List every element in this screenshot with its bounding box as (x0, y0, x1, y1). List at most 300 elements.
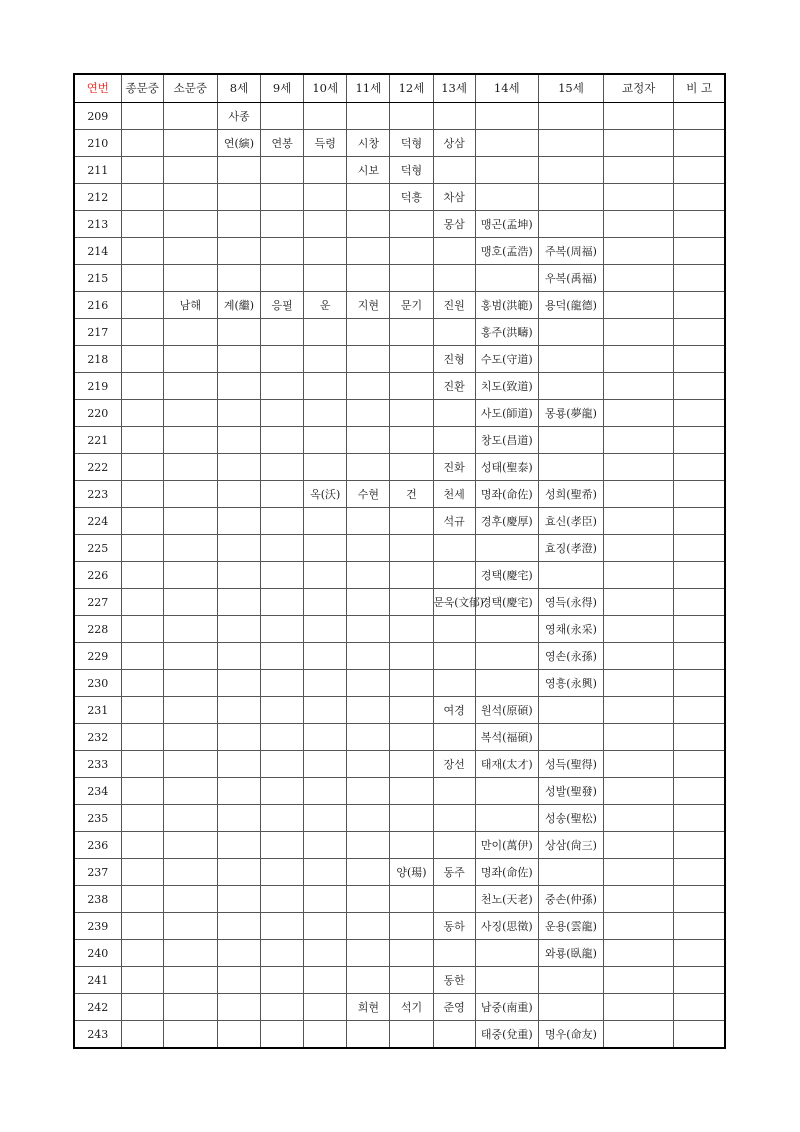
cell-gen-12: 건 (390, 481, 433, 508)
table-body (74, 103, 725, 1049)
table-row (74, 859, 725, 886)
cell-main-clan (121, 454, 163, 481)
cell-proofreader (604, 724, 674, 751)
cell-gen-11 (347, 967, 390, 994)
cell-gen-14 (475, 616, 538, 643)
cell-sub-clan (163, 103, 217, 130)
cell-main-clan (121, 346, 163, 373)
cell-gen-14: 명좌(命佐) (475, 481, 538, 508)
cell-gen-14: 창도(昌道) (475, 427, 538, 454)
cell-gen-15: 효징(孝澄) (538, 535, 603, 562)
cell-main-clan (121, 481, 163, 508)
cell-gen-8 (217, 535, 260, 562)
cell-gen-12 (390, 319, 433, 346)
cell-sub-clan (163, 967, 217, 994)
cell-gen-14: 맹곤(孟坤) (475, 211, 538, 238)
cell-gen-10 (304, 724, 347, 751)
header-sub-clan: 소문중 (163, 74, 217, 103)
cell-gen-14: 수도(守道) (475, 346, 538, 373)
cell-gen-15 (538, 211, 603, 238)
cell-main-clan (121, 130, 163, 157)
cell-serial-number: 224 (74, 508, 121, 535)
table-row (74, 508, 725, 535)
cell-gen-12 (390, 697, 433, 724)
cell-gen-12 (390, 643, 433, 670)
cell-remarks (674, 292, 725, 319)
cell-gen-10 (304, 697, 347, 724)
cell-sub-clan (163, 670, 217, 697)
cell-gen-11 (347, 427, 390, 454)
cell-gen-11: 시보 (347, 157, 390, 184)
cell-gen-8 (217, 805, 260, 832)
cell-gen-13 (433, 562, 475, 589)
cell-gen-12 (390, 832, 433, 859)
cell-sub-clan (163, 886, 217, 913)
cell-gen-9 (261, 427, 304, 454)
cell-sub-clan (163, 508, 217, 535)
cell-remarks (674, 697, 725, 724)
cell-gen-10 (304, 265, 347, 292)
cell-remarks (674, 994, 725, 1021)
cell-gen-9 (261, 157, 304, 184)
cell-gen-13 (433, 616, 475, 643)
cell-main-clan (121, 724, 163, 751)
cell-gen-12 (390, 589, 433, 616)
cell-gen-13 (433, 157, 475, 184)
cell-gen-13: 문욱(文郁) (433, 589, 475, 616)
cell-remarks (674, 643, 725, 670)
header-main-clan: 종문중 (121, 74, 163, 103)
cell-main-clan (121, 400, 163, 427)
cell-gen-14: 원석(原碩) (475, 697, 538, 724)
cell-proofreader (604, 832, 674, 859)
cell-gen-12: 덕형 (390, 130, 433, 157)
cell-serial-number: 241 (74, 967, 121, 994)
cell-gen-12: 덕흥 (390, 184, 433, 211)
cell-gen-8 (217, 859, 260, 886)
cell-gen-11 (347, 697, 390, 724)
cell-gen-13 (433, 427, 475, 454)
cell-serial-number: 240 (74, 940, 121, 967)
cell-gen-12: 양(瑒) (390, 859, 433, 886)
cell-gen-14 (475, 805, 538, 832)
cell-gen-14: 치도(致道) (475, 373, 538, 400)
cell-sub-clan (163, 859, 217, 886)
table-row (74, 184, 725, 211)
cell-gen-10 (304, 103, 347, 130)
cell-gen-11 (347, 805, 390, 832)
cell-gen-10 (304, 346, 347, 373)
cell-gen-14: 명좌(命佐) (475, 859, 538, 886)
cell-gen-10 (304, 832, 347, 859)
cell-gen-11 (347, 103, 390, 130)
cell-gen-12 (390, 967, 433, 994)
cell-gen-12: 덕형 (390, 157, 433, 184)
cell-gen-11 (347, 616, 390, 643)
cell-gen-9 (261, 616, 304, 643)
cell-proofreader (604, 535, 674, 562)
table-row (74, 832, 725, 859)
cell-gen-14 (475, 670, 538, 697)
cell-gen-14 (475, 184, 538, 211)
header-gen-8: 8세 (217, 74, 260, 103)
cell-gen-9 (261, 103, 304, 130)
cell-gen-15: 성송(聖松) (538, 805, 603, 832)
cell-gen-15: 성득(聖得) (538, 751, 603, 778)
cell-serial-number: 235 (74, 805, 121, 832)
cell-gen-8 (217, 400, 260, 427)
cell-gen-13 (433, 643, 475, 670)
cell-gen-15 (538, 967, 603, 994)
cell-serial-number: 238 (74, 886, 121, 913)
cell-proofreader (604, 670, 674, 697)
cell-proofreader (604, 157, 674, 184)
cell-gen-11 (347, 238, 390, 265)
cell-main-clan (121, 643, 163, 670)
cell-gen-11 (347, 778, 390, 805)
cell-serial-number: 228 (74, 616, 121, 643)
header-serial-number: 연번 (74, 74, 121, 103)
cell-sub-clan (163, 373, 217, 400)
cell-gen-15 (538, 373, 603, 400)
cell-serial-number: 215 (74, 265, 121, 292)
cell-gen-12 (390, 913, 433, 940)
cell-gen-11 (347, 508, 390, 535)
cell-sub-clan (163, 211, 217, 238)
cell-gen-9 (261, 967, 304, 994)
cell-gen-12 (390, 211, 433, 238)
cell-gen-10 (304, 913, 347, 940)
cell-remarks (674, 130, 725, 157)
cell-main-clan (121, 778, 163, 805)
cell-gen-9 (261, 778, 304, 805)
cell-gen-13 (433, 724, 475, 751)
cell-gen-12 (390, 724, 433, 751)
cell-gen-13 (433, 265, 475, 292)
cell-gen-13 (433, 103, 475, 130)
cell-gen-14 (475, 265, 538, 292)
cell-gen-14 (475, 535, 538, 562)
cell-gen-9 (261, 1021, 304, 1049)
cell-gen-15: 몽룡(夢龍) (538, 400, 603, 427)
cell-gen-8: 연(縯) (217, 130, 260, 157)
cell-gen-10 (304, 373, 347, 400)
cell-gen-12 (390, 373, 433, 400)
cell-serial-number: 213 (74, 211, 121, 238)
cell-gen-8 (217, 643, 260, 670)
table-row (74, 454, 725, 481)
cell-gen-9 (261, 859, 304, 886)
cell-gen-12 (390, 346, 433, 373)
header-row (74, 74, 725, 103)
cell-gen-13: 상삼 (433, 130, 475, 157)
cell-gen-10 (304, 319, 347, 346)
cell-gen-12 (390, 508, 433, 535)
cell-gen-15: 운용(雲龍) (538, 913, 603, 940)
cell-gen-13: 동한 (433, 967, 475, 994)
cell-proofreader (604, 967, 674, 994)
cell-main-clan (121, 967, 163, 994)
cell-gen-13: 동주 (433, 859, 475, 886)
cell-gen-12 (390, 778, 433, 805)
cell-gen-13 (433, 940, 475, 967)
cell-main-clan (121, 913, 163, 940)
cell-gen-13: 준영 (433, 994, 475, 1021)
cell-gen-8 (217, 346, 260, 373)
cell-gen-8 (217, 751, 260, 778)
cell-gen-11 (347, 940, 390, 967)
cell-gen-14: 복석(福碩) (475, 724, 538, 751)
cell-sub-clan (163, 751, 217, 778)
cell-sub-clan (163, 130, 217, 157)
cell-main-clan (121, 670, 163, 697)
cell-gen-9 (261, 994, 304, 1021)
cell-proofreader (604, 751, 674, 778)
cell-gen-13: 석규 (433, 508, 475, 535)
cell-gen-11 (347, 724, 390, 751)
cell-gen-8 (217, 832, 260, 859)
cell-gen-13: 몽삼 (433, 211, 475, 238)
table-row (74, 238, 725, 265)
cell-gen-15 (538, 346, 603, 373)
cell-proofreader (604, 184, 674, 211)
cell-gen-9 (261, 589, 304, 616)
cell-proofreader (604, 319, 674, 346)
cell-gen-9 (261, 508, 304, 535)
cell-gen-10 (304, 562, 347, 589)
cell-proofreader (604, 886, 674, 913)
cell-main-clan (121, 265, 163, 292)
table-row (74, 751, 725, 778)
cell-main-clan (121, 103, 163, 130)
cell-gen-9 (261, 643, 304, 670)
cell-gen-14: 만이(萬伊) (475, 832, 538, 859)
cell-sub-clan (163, 238, 217, 265)
cell-sub-clan (163, 643, 217, 670)
cell-gen-9: 응필 (261, 292, 304, 319)
cell-gen-9 (261, 832, 304, 859)
cell-gen-10 (304, 778, 347, 805)
cell-gen-9 (261, 454, 304, 481)
cell-sub-clan: 남해 (163, 292, 217, 319)
cell-gen-9 (261, 697, 304, 724)
cell-sub-clan (163, 1021, 217, 1049)
cell-gen-11 (347, 913, 390, 940)
cell-gen-12 (390, 940, 433, 967)
cell-serial-number: 210 (74, 130, 121, 157)
cell-serial-number: 226 (74, 562, 121, 589)
cell-gen-15 (538, 724, 603, 751)
cell-gen-14: 태중(兌重) (475, 1021, 538, 1049)
cell-gen-12 (390, 886, 433, 913)
cell-sub-clan (163, 940, 217, 967)
cell-gen-14: 맹호(孟浩) (475, 238, 538, 265)
cell-gen-9 (261, 238, 304, 265)
cell-proofreader (604, 859, 674, 886)
cell-sub-clan (163, 589, 217, 616)
cell-remarks (674, 913, 725, 940)
cell-main-clan (121, 508, 163, 535)
cell-gen-15: 성발(聖發) (538, 778, 603, 805)
table-row (74, 211, 725, 238)
cell-gen-11 (347, 832, 390, 859)
cell-gen-10 (304, 211, 347, 238)
cell-gen-10 (304, 994, 347, 1021)
table-row (74, 643, 725, 670)
cell-serial-number: 223 (74, 481, 121, 508)
table-row (74, 265, 725, 292)
cell-gen-13 (433, 319, 475, 346)
cell-gen-13: 진화 (433, 454, 475, 481)
cell-gen-11 (347, 346, 390, 373)
cell-gen-11 (347, 454, 390, 481)
cell-sub-clan (163, 400, 217, 427)
cell-gen-8 (217, 994, 260, 1021)
cell-gen-14 (475, 130, 538, 157)
cell-serial-number: 231 (74, 697, 121, 724)
cell-gen-10 (304, 535, 347, 562)
cell-gen-12 (390, 670, 433, 697)
cell-serial-number: 234 (74, 778, 121, 805)
cell-gen-10 (304, 751, 347, 778)
cell-gen-13: 진형 (433, 346, 475, 373)
cell-gen-9 (261, 184, 304, 211)
cell-gen-9 (261, 265, 304, 292)
cell-gen-15: 영흥(永興) (538, 670, 603, 697)
cell-gen-14: 홍범(洪範) (475, 292, 538, 319)
cell-sub-clan (163, 724, 217, 751)
cell-gen-11 (347, 643, 390, 670)
cell-gen-10 (304, 454, 347, 481)
cell-remarks (674, 967, 725, 994)
cell-proofreader (604, 481, 674, 508)
cell-gen-12 (390, 616, 433, 643)
cell-sub-clan (163, 805, 217, 832)
cell-remarks (674, 427, 725, 454)
cell-gen-14 (475, 643, 538, 670)
cell-remarks (674, 211, 725, 238)
cell-gen-11 (347, 670, 390, 697)
table-row (74, 400, 725, 427)
cell-gen-12 (390, 238, 433, 265)
header-gen-14: 14세 (475, 74, 538, 103)
table-row (74, 670, 725, 697)
cell-main-clan (121, 184, 163, 211)
cell-sub-clan (163, 184, 217, 211)
cell-gen-14: 경택(慶宅) (475, 589, 538, 616)
cell-gen-14 (475, 967, 538, 994)
cell-gen-11 (347, 319, 390, 346)
cell-gen-10: 득령 (304, 130, 347, 157)
cell-gen-8 (217, 562, 260, 589)
table-row (74, 589, 725, 616)
cell-gen-8 (217, 940, 260, 967)
header-gen-13: 13세 (433, 74, 475, 103)
cell-gen-12: 문기 (390, 292, 433, 319)
cell-main-clan (121, 373, 163, 400)
table-row (74, 1021, 725, 1049)
cell-gen-15 (538, 697, 603, 724)
table-row (74, 346, 725, 373)
cell-sub-clan (163, 697, 217, 724)
cell-proofreader (604, 373, 674, 400)
cell-gen-12 (390, 535, 433, 562)
cell-proofreader (604, 940, 674, 967)
cell-gen-14: 성태(聖泰) (475, 454, 538, 481)
cell-remarks (674, 346, 725, 373)
cell-gen-12 (390, 562, 433, 589)
cell-serial-number: 230 (74, 670, 121, 697)
cell-main-clan (121, 427, 163, 454)
cell-main-clan (121, 940, 163, 967)
table-row (74, 130, 725, 157)
cell-serial-number: 220 (74, 400, 121, 427)
cell-sub-clan (163, 346, 217, 373)
cell-remarks (674, 886, 725, 913)
cell-main-clan (121, 589, 163, 616)
cell-gen-15 (538, 103, 603, 130)
cell-proofreader (604, 454, 674, 481)
cell-gen-14: 사도(師道) (475, 400, 538, 427)
cell-gen-11 (347, 886, 390, 913)
cell-main-clan (121, 238, 163, 265)
header-gen-11: 11세 (347, 74, 390, 103)
cell-gen-10 (304, 886, 347, 913)
genealogy-table (73, 73, 726, 1049)
table-row (74, 724, 725, 751)
cell-gen-9 (261, 886, 304, 913)
cell-gen-15: 주복(周福) (538, 238, 603, 265)
cell-gen-8 (217, 886, 260, 913)
cell-gen-15: 명우(命友) (538, 1021, 603, 1049)
cell-sub-clan (163, 427, 217, 454)
cell-gen-8 (217, 778, 260, 805)
cell-remarks (674, 832, 725, 859)
cell-proofreader (604, 697, 674, 724)
cell-gen-15 (538, 859, 603, 886)
cell-main-clan (121, 859, 163, 886)
cell-gen-14: 천노(天老) (475, 886, 538, 913)
cell-serial-number: 236 (74, 832, 121, 859)
cell-remarks (674, 103, 725, 130)
cell-proofreader (604, 589, 674, 616)
cell-proofreader (604, 643, 674, 670)
cell-gen-10 (304, 940, 347, 967)
cell-proofreader (604, 400, 674, 427)
cell-sub-clan (163, 319, 217, 346)
cell-remarks (674, 481, 725, 508)
cell-remarks (674, 805, 725, 832)
cell-proofreader (604, 913, 674, 940)
cell-remarks (674, 535, 725, 562)
cell-gen-10 (304, 427, 347, 454)
cell-gen-15: 우복(禹福) (538, 265, 603, 292)
cell-gen-11: 지현 (347, 292, 390, 319)
cell-gen-10 (304, 859, 347, 886)
cell-gen-11 (347, 562, 390, 589)
cell-gen-8 (217, 373, 260, 400)
cell-proofreader (604, 805, 674, 832)
cell-remarks (674, 670, 725, 697)
cell-gen-15: 중손(仲孫) (538, 886, 603, 913)
cell-gen-14: 홍주(洪疇) (475, 319, 538, 346)
cell-main-clan (121, 1021, 163, 1049)
cell-gen-12 (390, 265, 433, 292)
table-row (74, 697, 725, 724)
cell-gen-8 (217, 157, 260, 184)
cell-gen-11 (347, 589, 390, 616)
cell-gen-13 (433, 832, 475, 859)
